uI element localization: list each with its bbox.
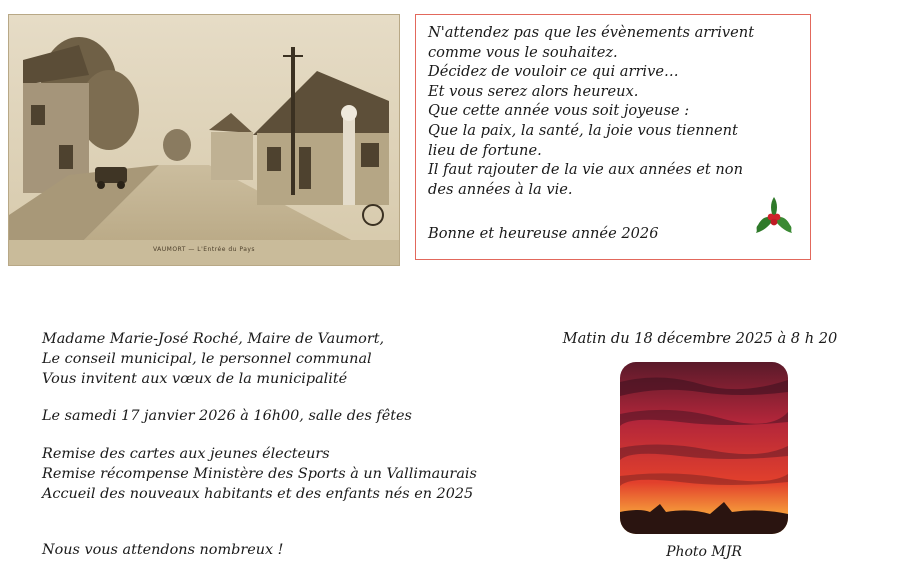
invitation-text (42, 330, 532, 560)
poem-line: Il faut rajouter de la vie aux années et non (428, 161, 743, 179)
program-line: Remise récompense Ministère des Sports à un Vallimaurais (42, 465, 477, 482)
poem-line: Décidez de vouloir ce qui arrive… (428, 63, 679, 81)
closing-line: Nous vous attendons nombreux ! (42, 541, 284, 558)
new-year-greeting: Bonne et heureuse année 2026 (428, 225, 659, 242)
sunrise-sky-illustration (620, 362, 788, 534)
poem-line: des années à la vie. (428, 180, 573, 198)
poem-line: lieu de fortune. (428, 141, 542, 159)
village-street-illustration (9, 15, 399, 265)
poem-line: Que cette année vous soit joyeuse : (428, 102, 690, 120)
program-line: Accueil des nouveaux habitants et des enfants nés en 2025 (42, 485, 474, 502)
event-date-line: Le samedi 17 janvier 2026 à 16h00, salle des fêtes (42, 408, 412, 425)
holly-icon (752, 195, 796, 239)
poem-line: N'attendez pas que les évènements arrivent (428, 24, 755, 41)
postcard-caption: VAUMORT — L'Entrée du Pays (152, 246, 256, 253)
sunrise-photo (620, 362, 788, 534)
poem-line: Que la paix, la santé, la joie vous tiennent (428, 121, 738, 139)
photo-title: Matin du 18 décembre 2025 à 8 h 20 (562, 330, 838, 347)
vintage-postcard-photo (8, 14, 400, 266)
poem-line: Et vous serez alors heureux. (428, 82, 639, 100)
invitation-intro-line: Le conseil municipal, le personnel communal (42, 350, 372, 367)
invitation-intro-line: Madame Marie-José Roché, Maire de Vaumort, (42, 331, 385, 347)
poem-frame (415, 14, 811, 260)
photo-credit: Photo MJR (666, 544, 742, 560)
poem-line: comme vous le souhaitez. (428, 43, 618, 61)
program-line: Remise des cartes aux jeunes électeurs (42, 446, 330, 463)
invitation-intro-line: Vous invitent aux vœux de la municipalité (42, 370, 348, 387)
